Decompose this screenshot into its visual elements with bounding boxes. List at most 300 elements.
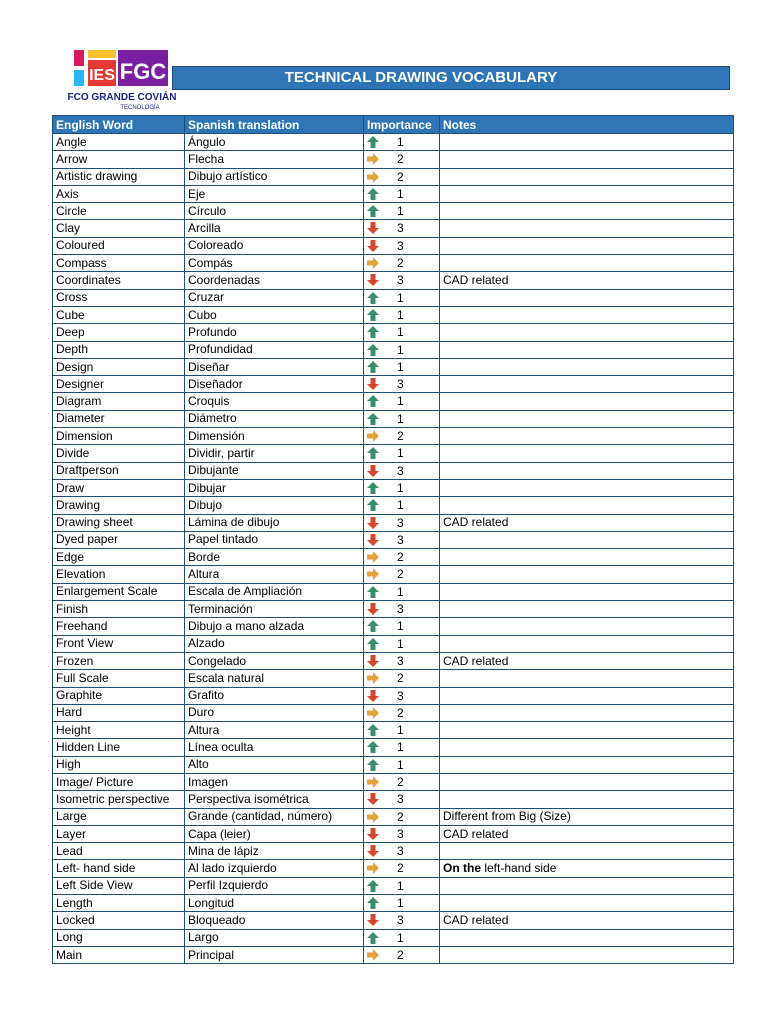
notes-cell: [440, 946, 734, 963]
table-row: [53, 670, 734, 687]
spanish-translation-cell: Ángulo: [185, 134, 364, 151]
arrow-up-icon: [366, 291, 380, 305]
importance-cell: [364, 428, 440, 445]
arrow-down-icon: [366, 792, 380, 806]
spanish-translation-cell: Dividir, partir: [185, 445, 364, 462]
arrow-right-icon: [366, 775, 380, 789]
importance-cell: [364, 134, 440, 151]
notes-cell: [440, 341, 734, 358]
arrow-up-icon: [366, 931, 380, 945]
importance-cell: [364, 929, 440, 946]
table-header-row: [53, 116, 734, 134]
notes-cell: [440, 220, 734, 237]
spanish-translation-cell: Congelado: [185, 652, 364, 669]
notes-cell: [440, 635, 734, 652]
spanish-translation-cell: Lámina de dibujo: [185, 514, 364, 531]
english-word-cell: Circle: [53, 203, 185, 220]
notes-cell: [440, 168, 734, 185]
importance-value: 2: [397, 256, 404, 271]
english-word-cell: Design: [53, 358, 185, 375]
notes-cell: [440, 376, 734, 393]
importance-value: 1: [397, 498, 404, 513]
importance-value: 2: [397, 169, 404, 184]
english-word-cell: Hard: [53, 704, 185, 721]
importance-cell: [364, 791, 440, 808]
spanish-translation-cell: Perfil Izquierdo: [185, 877, 364, 894]
notes-cell: [440, 203, 734, 220]
arrow-down-icon: [366, 533, 380, 547]
spanish-translation-cell: Alzado: [185, 635, 364, 652]
english-word-cell: Axis: [53, 185, 185, 202]
table-row: [53, 428, 734, 445]
english-word-cell: Drawing sheet: [53, 514, 185, 531]
table-row: [53, 773, 734, 790]
spanish-translation-cell: Dimensión: [185, 428, 364, 445]
importance-value: 1: [397, 204, 404, 219]
arrow-up-icon: [366, 412, 380, 426]
english-word-cell: Divide: [53, 445, 185, 462]
spanish-translation-cell: Perspectiva isométrica: [185, 791, 364, 808]
importance-cell: [364, 168, 440, 185]
importance-value: 3: [397, 221, 404, 236]
table-row: [53, 134, 734, 151]
notes-cell: CAD related: [440, 272, 734, 289]
english-word-cell: Compass: [53, 255, 185, 272]
arrow-down-icon: [366, 273, 380, 287]
importance-value: 1: [397, 186, 404, 201]
spanish-translation-cell: Imagen: [185, 773, 364, 790]
importance-cell: [364, 825, 440, 842]
page-title: TECHNICAL DRAWING VOCABULARY: [284, 69, 558, 86]
arrow-up-icon: [366, 619, 380, 633]
table-row: [53, 376, 734, 393]
importance-cell: [364, 860, 440, 877]
arrow-down-icon: [366, 913, 380, 927]
importance-value: 3: [397, 532, 404, 547]
importance-cell: [364, 237, 440, 254]
arrow-up-icon: [366, 343, 380, 357]
table-row: [53, 704, 734, 721]
importance-cell: [364, 289, 440, 306]
title-banner: [172, 66, 730, 90]
notes-cell: [440, 531, 734, 548]
importance-cell: [364, 479, 440, 496]
importance-value: 3: [397, 377, 404, 392]
importance-cell: [364, 341, 440, 358]
notes-bold-text: On the: [443, 861, 481, 876]
importance-value: 2: [397, 947, 404, 962]
notes-cell: [440, 704, 734, 721]
importance-value: 1: [397, 757, 404, 772]
notes-cell: [440, 601, 734, 618]
english-word-cell: Locked: [53, 912, 185, 929]
notes-cell: CAD related: [440, 652, 734, 669]
arrow-right-icon: [366, 861, 380, 875]
notes-text: left-hand side: [484, 861, 557, 876]
notes-cell: [440, 756, 734, 773]
english-word-cell: Arrow: [53, 151, 185, 168]
arrow-up-icon: [366, 481, 380, 495]
table-row: [53, 791, 734, 808]
importance-cell: [364, 635, 440, 652]
english-word-cell: Draftperson: [53, 462, 185, 479]
spanish-translation-cell: Eje: [185, 185, 364, 202]
importance-value: 3: [397, 792, 404, 807]
importance-value: 3: [397, 688, 404, 703]
importance-cell: [364, 514, 440, 531]
arrow-right-icon: [366, 948, 380, 962]
english-word-cell: Dimension: [53, 428, 185, 445]
arrow-right-icon: [366, 256, 380, 270]
importance-value: 1: [397, 723, 404, 738]
table-row: [53, 531, 734, 548]
importance-cell: [364, 531, 440, 548]
notes-cell: [440, 566, 734, 583]
table-row: [53, 514, 734, 531]
arrow-up-icon: [366, 637, 380, 651]
table-row: [53, 445, 734, 462]
arrow-right-icon: [366, 671, 380, 685]
table-row: [53, 895, 734, 912]
importance-value: 2: [397, 152, 404, 167]
importance-value: 2: [397, 809, 404, 824]
table-row: [53, 255, 734, 272]
arrow-right-icon: [366, 429, 380, 443]
arrow-up-icon: [366, 723, 380, 737]
arrow-right-icon: [366, 550, 380, 564]
english-word-cell: Freehand: [53, 618, 185, 635]
importance-cell: [364, 808, 440, 825]
spanish-translation-cell: Diseñador: [185, 376, 364, 393]
arrow-up-icon: [366, 879, 380, 893]
table-row: [53, 272, 734, 289]
importance-cell: [364, 583, 440, 600]
arrow-down-icon: [366, 239, 380, 253]
table-row: [53, 860, 734, 877]
importance-cell: [364, 272, 440, 289]
spanish-translation-cell: Terminación: [185, 601, 364, 618]
importance-value: 1: [397, 740, 404, 755]
english-word-cell: Diameter: [53, 410, 185, 427]
table-row: [53, 929, 734, 946]
table-row: [53, 739, 734, 756]
spanish-translation-cell: Grande (cantidad, número): [185, 808, 364, 825]
importance-value: 3: [397, 463, 404, 478]
arrow-down-icon: [366, 844, 380, 858]
spanish-translation-cell: Profundidad: [185, 341, 364, 358]
spanish-translation-cell: Croquis: [185, 393, 364, 410]
english-word-cell: Clay: [53, 220, 185, 237]
notes-cell: [440, 618, 734, 635]
english-word-cell: Main: [53, 946, 185, 963]
importance-value: 2: [397, 567, 404, 582]
spanish-translation-cell: Dibujo a mano alzada: [185, 618, 364, 635]
importance-cell: [364, 895, 440, 912]
english-word-cell: Long: [53, 929, 185, 946]
importance-value: 3: [397, 844, 404, 859]
importance-cell: [364, 462, 440, 479]
english-word-cell: Finish: [53, 601, 185, 618]
notes-cell: [440, 428, 734, 445]
notes-cell: Different from Big (Size): [440, 808, 734, 825]
table-row: [53, 912, 734, 929]
english-word-cell: Image/ Picture: [53, 773, 185, 790]
importance-cell: [364, 151, 440, 168]
spanish-translation-cell: Arcilla: [185, 220, 364, 237]
table-row: [53, 462, 734, 479]
arrow-down-icon: [366, 377, 380, 391]
importance-value: 3: [397, 602, 404, 617]
table-row: [53, 151, 734, 168]
importance-value: 1: [397, 411, 404, 426]
arrow-up-icon: [366, 446, 380, 460]
table-row: [53, 306, 734, 323]
notes-cell: [440, 151, 734, 168]
importance-value: 2: [397, 861, 404, 876]
importance-value: 3: [397, 826, 404, 841]
notes-cell: [440, 289, 734, 306]
importance-cell: [364, 306, 440, 323]
english-word-cell: Edge: [53, 549, 185, 566]
importance-cell: [364, 652, 440, 669]
notes-cell: [440, 324, 734, 341]
notes-cell: [440, 877, 734, 894]
table-row: [53, 687, 734, 704]
notes-cell: [440, 860, 734, 877]
importance-cell: [364, 376, 440, 393]
table-row: [53, 635, 734, 652]
english-word-cell: Cross: [53, 289, 185, 306]
table-row: [53, 549, 734, 566]
logo-subtitle: TECNOLOGÍA: [120, 105, 160, 111]
arrow-down-icon: [366, 689, 380, 703]
english-word-cell: Coordinates: [53, 272, 185, 289]
english-word-cell: High: [53, 756, 185, 773]
importance-value: 1: [397, 325, 404, 340]
importance-value: 1: [397, 359, 404, 374]
arrow-up-icon: [366, 896, 380, 910]
spanish-translation-cell: Cubo: [185, 306, 364, 323]
table-body: [53, 134, 734, 964]
importance-cell: [364, 445, 440, 462]
arrow-up-icon: [366, 394, 380, 408]
column-header-spanish: Spanish translation: [185, 116, 364, 134]
notes-cell: [440, 462, 734, 479]
spanish-translation-cell: Dibujar: [185, 479, 364, 496]
english-word-cell: Designer: [53, 376, 185, 393]
arrow-right-icon: [366, 152, 380, 166]
arrow-up-icon: [366, 758, 380, 772]
spanish-translation-cell: Profundo: [185, 324, 364, 341]
english-word-cell: Enlargement Scale: [53, 583, 185, 600]
spanish-translation-cell: Dibujante: [185, 462, 364, 479]
english-word-cell: Isometric perspective: [53, 791, 185, 808]
english-word-cell: Dyed paper: [53, 531, 185, 548]
arrow-up-icon: [366, 204, 380, 218]
spanish-translation-cell: Duro: [185, 704, 364, 721]
importance-value: 1: [397, 394, 404, 409]
importance-cell: [364, 687, 440, 704]
arrow-right-icon: [366, 170, 380, 184]
english-word-cell: Angle: [53, 134, 185, 151]
notes-cell: CAD related: [440, 514, 734, 531]
importance-cell: [364, 255, 440, 272]
importance-cell: [364, 410, 440, 427]
importance-value: 1: [397, 446, 404, 461]
logo-ies-text: IES: [89, 67, 115, 84]
spanish-translation-cell: Cruzar: [185, 289, 364, 306]
importance-cell: [364, 220, 440, 237]
english-word-cell: Full Scale: [53, 670, 185, 687]
importance-cell: [364, 722, 440, 739]
spanish-translation-cell: Coordenadas: [185, 272, 364, 289]
english-word-cell: Coloured: [53, 237, 185, 254]
table-row: [53, 825, 734, 842]
notes-cell: [440, 479, 734, 496]
spanish-translation-cell: Al lado izquierdo: [185, 860, 364, 877]
table-row: [53, 393, 734, 410]
notes-cell: [440, 306, 734, 323]
english-word-cell: Diagram: [53, 393, 185, 410]
importance-cell: [364, 670, 440, 687]
notes-cell: [440, 670, 734, 687]
table-row: [53, 652, 734, 669]
table-row: [53, 341, 734, 358]
arrow-up-icon: [366, 585, 380, 599]
spanish-translation-cell: Grafito: [185, 687, 364, 704]
notes-cell: [440, 929, 734, 946]
table-row: [53, 756, 734, 773]
vocabulary-table: [52, 115, 734, 964]
table-row: [53, 289, 734, 306]
english-word-cell: Hidden Line: [53, 739, 185, 756]
importance-cell: [364, 618, 440, 635]
importance-cell: [364, 203, 440, 220]
logo-fgc-text: FGC: [119, 59, 167, 84]
spanish-translation-cell: Papel tintado: [185, 531, 364, 548]
english-word-cell: Elevation: [53, 566, 185, 583]
spanish-translation-cell: Escala de Ampliación: [185, 583, 364, 600]
arrow-down-icon: [366, 827, 380, 841]
spanish-translation-cell: Altura: [185, 566, 364, 583]
importance-value: 3: [397, 273, 404, 288]
arrow-up-icon: [366, 135, 380, 149]
importance-value: 3: [397, 913, 404, 928]
table-row: [53, 203, 734, 220]
notes-cell: [440, 358, 734, 375]
logo-school-name: FCO GRANDE COVIÁN: [67, 92, 177, 103]
arrow-down-icon: [366, 602, 380, 616]
importance-cell: [364, 912, 440, 929]
table-row: [53, 220, 734, 237]
importance-value: 3: [397, 515, 404, 530]
english-word-cell: Large: [53, 808, 185, 825]
arrow-right-icon: [366, 810, 380, 824]
importance-cell: [364, 497, 440, 514]
notes-cell: [440, 722, 734, 739]
english-word-cell: Front View: [53, 635, 185, 652]
importance-cell: [364, 601, 440, 618]
english-word-cell: Length: [53, 895, 185, 912]
arrow-up-icon: [366, 360, 380, 374]
importance-cell: [364, 704, 440, 721]
spanish-translation-cell: Principal: [185, 946, 364, 963]
notes-cell: [440, 687, 734, 704]
importance-value: 2: [397, 705, 404, 720]
arrow-down-icon: [366, 516, 380, 530]
notes-cell: [440, 583, 734, 600]
table-row: [53, 583, 734, 600]
table-row: [53, 479, 734, 496]
spanish-translation-cell: Diámetro: [185, 410, 364, 427]
importance-value: 3: [397, 653, 404, 668]
importance-cell: [364, 877, 440, 894]
arrow-up-icon: [366, 325, 380, 339]
arrow-right-icon: [366, 706, 380, 720]
notes-cell: [440, 739, 734, 756]
importance-value: 1: [397, 584, 404, 599]
arrow-down-icon: [366, 221, 380, 235]
importance-value: 1: [397, 135, 404, 149]
table-row: [53, 566, 734, 583]
importance-cell: [364, 773, 440, 790]
english-word-cell: Artistic drawing: [53, 168, 185, 185]
spanish-translation-cell: Dibujo: [185, 497, 364, 514]
spanish-translation-cell: Alto: [185, 756, 364, 773]
importance-cell: [364, 549, 440, 566]
spanish-translation-cell: Escala natural: [185, 670, 364, 687]
importance-cell: [364, 358, 440, 375]
importance-value: 2: [397, 774, 404, 789]
spanish-translation-cell: Altura: [185, 722, 364, 739]
importance-cell: [364, 393, 440, 410]
importance-value: 2: [397, 550, 404, 565]
notes-cell: [440, 895, 734, 912]
english-word-cell: Layer: [53, 825, 185, 842]
importance-value: 1: [397, 307, 404, 322]
spanish-translation-cell: Flecha: [185, 151, 364, 168]
importance-value: 1: [397, 896, 404, 911]
spanish-translation-cell: Borde: [185, 549, 364, 566]
spanish-translation-cell: Longitud: [185, 895, 364, 912]
importance-cell: [364, 324, 440, 341]
spanish-translation-cell: Largo: [185, 929, 364, 946]
school-logo: [67, 50, 177, 111]
notes-cell: [440, 410, 734, 427]
notes-cell: [440, 791, 734, 808]
notes-cell: [440, 773, 734, 790]
spanish-translation-cell: Capa (leier): [185, 825, 364, 842]
table-row: [53, 168, 734, 185]
notes-cell: [440, 255, 734, 272]
column-header-notes: Notes: [440, 116, 734, 134]
spanish-translation-cell: Coloreado: [185, 237, 364, 254]
importance-cell: [364, 756, 440, 773]
notes-cell: CAD related: [440, 825, 734, 842]
notes-cell: [440, 445, 734, 462]
arrow-up-icon: [366, 498, 380, 512]
notes-cell: [440, 185, 734, 202]
notes-cell: [440, 134, 734, 151]
importance-value: 1: [397, 480, 404, 495]
column-header-english: English Word: [53, 116, 185, 134]
table-row: [53, 946, 734, 963]
arrow-up-icon: [366, 187, 380, 201]
spanish-translation-cell: Diseñar: [185, 358, 364, 375]
table-row: [53, 843, 734, 860]
importance-cell: [364, 946, 440, 963]
importance-value: 2: [397, 429, 404, 444]
